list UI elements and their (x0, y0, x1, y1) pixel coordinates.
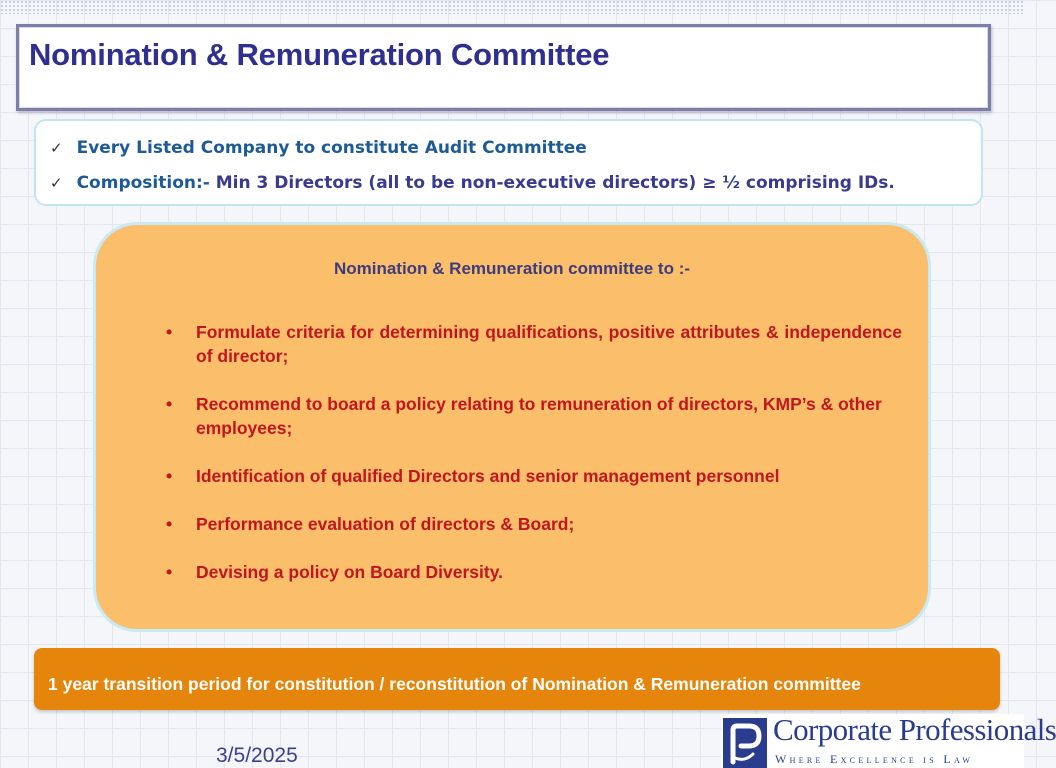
bullet-icon: • (166, 394, 173, 414)
info-line-audit-committee (50, 138, 587, 158)
cp-logo-icon (723, 718, 767, 768)
list-item (166, 464, 902, 488)
list-item-text: Recommend to board a policy relating to remuneration of directors, KMP’s & other employees; (196, 394, 882, 438)
checkmark-icon: ✓ (50, 174, 63, 192)
list-item (166, 512, 902, 536)
bullet-icon: • (166, 322, 173, 342)
slide-date: 3/5/2025 (216, 744, 298, 767)
list-item-text: Formulate criteria for determining qualifications, positive attributes & independence of director; (196, 322, 902, 366)
logo-tagline: Where Excellence is Law (775, 752, 974, 766)
corporate-professionals-logo (721, 712, 1056, 768)
info-line-composition (50, 173, 895, 193)
list-item-text: Performance evaluation of directors & Board; (196, 514, 575, 534)
bullet-icon: • (166, 466, 173, 486)
bullet-icon: • (166, 562, 173, 582)
info-box (34, 119, 983, 206)
top-pattern-strip (0, 0, 1024, 14)
bullet-icon: • (166, 514, 173, 534)
list-item-text: Identification of qualified Directors and senior management personnel (196, 466, 780, 486)
list-item (166, 392, 902, 440)
transition-banner (34, 648, 1000, 710)
list-item-text: Devising a policy on Board Diversity. (196, 562, 503, 582)
list-item (166, 560, 902, 584)
composition-label: Composition:- (76, 173, 210, 193)
transition-banner-text: 1 year transition period for constitution / reconstitution of Nomination & Remuneration committee (48, 674, 861, 694)
list-item (166, 320, 902, 368)
logo-name: Corporate Professionals (773, 712, 1056, 747)
composition-text: Min 3 Directors (all to be non-executive directors) ≥ ½ comprising IDs. (209, 173, 895, 193)
committee-duties-box (93, 222, 931, 632)
info-line-1-text: Every Listed Company to constitute Audit Committee (76, 138, 587, 158)
committee-heading: Nomination & Remuneration committee to :- (333, 259, 691, 278)
slide-title: Nomination & Remuneration Committee (29, 37, 610, 72)
title-box (16, 24, 991, 111)
checkmark-icon: ✓ (50, 139, 63, 157)
